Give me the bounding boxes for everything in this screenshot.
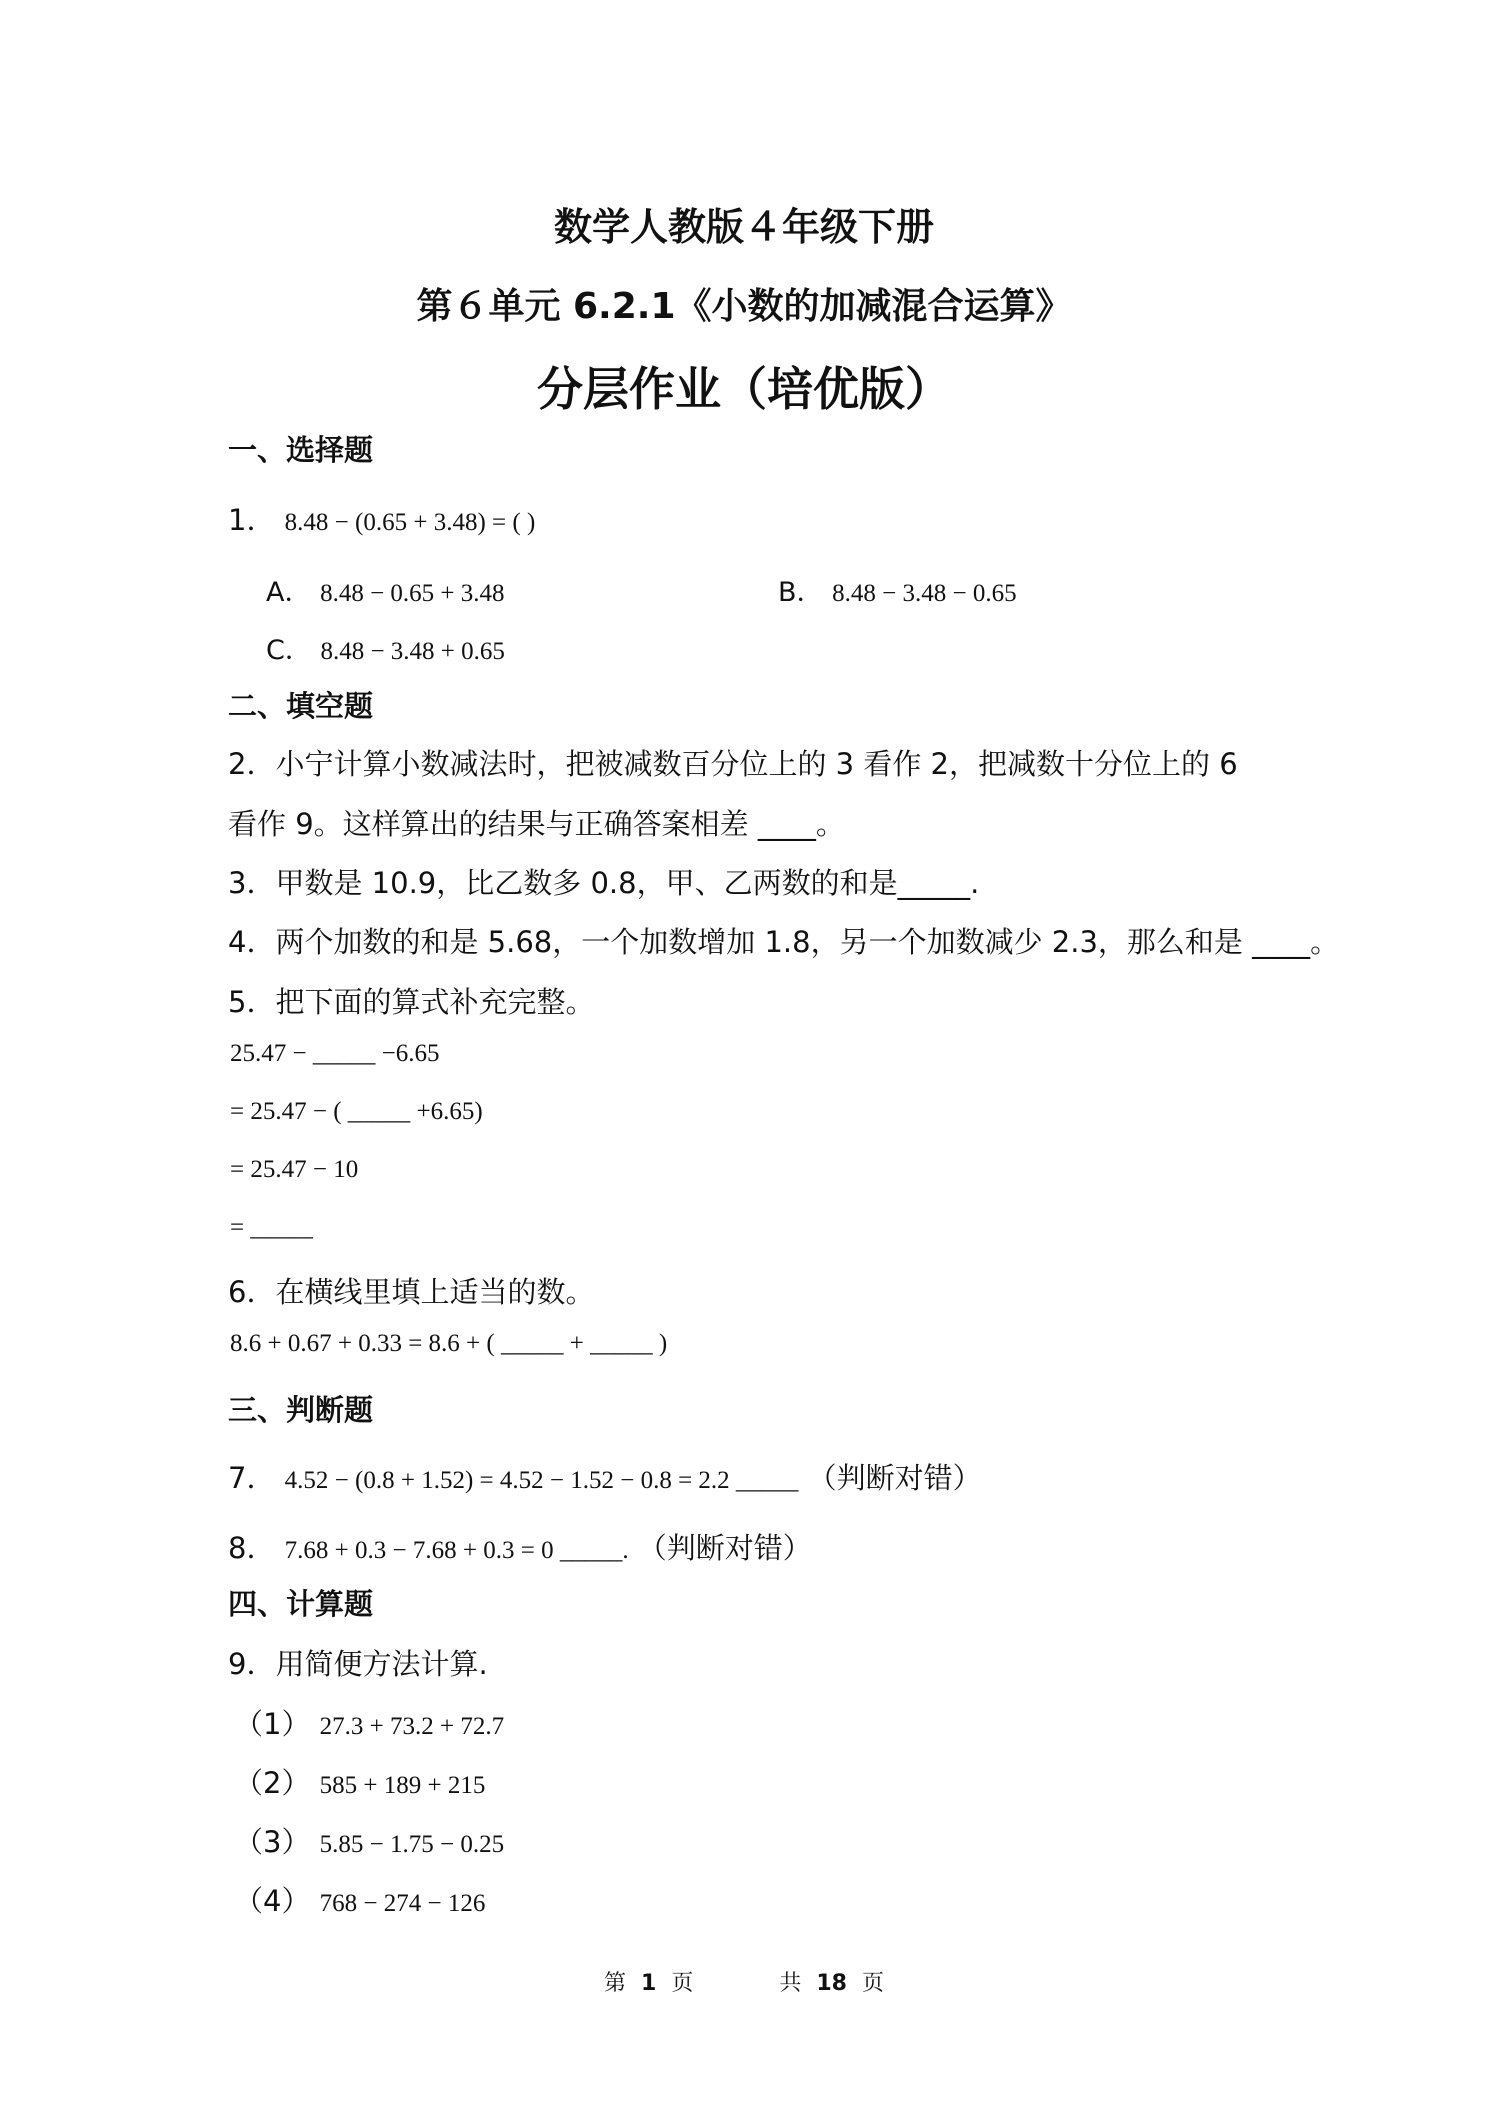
title-line1: 数学人教版４年级下册	[553, 205, 934, 249]
question-hint: （判断对错）	[637, 1531, 812, 1565]
question-number: 8．	[228, 1531, 276, 1565]
item-label: （4）	[234, 1884, 311, 1918]
question-3: 3．甲数是 10.9，比乙数多 0.8，甲、乙两数的和是_____.	[228, 866, 980, 900]
q9-item-1	[234, 1702, 504, 1743]
item-label: （2）	[234, 1766, 311, 1800]
section-heading-calc: 四、计算题	[228, 1587, 374, 1621]
footer-prefix: 第	[604, 1971, 627, 1996]
question-expression: 8.48 − (0.65 + 3.48) = ( )	[284, 509, 536, 536]
question-expression: 4.52 − (0.8 + 1.52) = 4.52 − 1.52 − 0.8 = 2.2 _____	[284, 1467, 799, 1494]
question-1	[228, 498, 535, 539]
q6-expression: 8.6 + 0.67 + 0.33 = 8.6 + ( _____ + _____ )	[230, 1330, 668, 1357]
footer-mid: 页	[671, 1971, 694, 1996]
question-6: 6．在横线里填上适当的数。	[228, 1275, 595, 1309]
item-label: （3）	[234, 1825, 311, 1859]
q5-step1: 25.47 − _____ −6.65	[230, 1040, 440, 1067]
question-5: 5．把下面的算式补充完整。	[228, 985, 595, 1019]
item-expression: 27.3 + 73.2 + 72.7	[319, 1713, 505, 1740]
item-label: （1）	[234, 1707, 311, 1741]
footer-suffix: 页	[861, 1971, 884, 1996]
page-footer	[0, 1966, 1488, 1997]
question-number: 1．	[228, 503, 276, 537]
item-expression: 585 + 189 + 215	[319, 1772, 486, 1799]
option-label: C．	[266, 635, 312, 666]
option-expression: 8.48 − 3.48 + 0.65	[320, 638, 505, 665]
q5-step3: = 25.47 − 10	[230, 1156, 359, 1183]
footer-total-pages: 18	[816, 1971, 847, 1996]
section-heading-fill: 二、填空题	[228, 689, 374, 723]
question-2-line2: 看作 9。这样算出的结果与正确答案相差 ____。	[228, 807, 845, 841]
q9-item-3	[234, 1820, 504, 1861]
option-a[interactable]	[266, 570, 505, 609]
q9-item-4	[234, 1879, 485, 1920]
footer-page-number: 1	[641, 1971, 657, 1996]
question-hint: （判断对错）	[807, 1461, 982, 1495]
option-c[interactable]	[266, 628, 505, 667]
section-heading-choice: 一、选择题	[228, 433, 374, 467]
option-expression: 8.48 − 0.65 + 3.48	[320, 580, 505, 607]
title-line2: 第６单元 6.2.1《小数的加减混合运算》	[416, 286, 1072, 327]
title-line3: 分层作业（培优版）	[537, 362, 951, 416]
question-9: 9．用简便方法计算.	[228, 1647, 488, 1681]
option-label: B．	[778, 577, 824, 608]
q5-step4: = _____	[230, 1214, 313, 1241]
option-expression: 8.48 − 3.48 − 0.65	[832, 580, 1017, 607]
option-label: A．	[266, 577, 312, 608]
question-7	[228, 1456, 982, 1497]
question-number: 7．	[228, 1461, 276, 1495]
question-4: 4．两个加数的和是 5.68，一个加数增加 1.8，另一个加数减少 2.3，那么和是 ____。	[228, 925, 1340, 959]
item-expression: 5.85 − 1.75 − 0.25	[319, 1831, 505, 1858]
q9-item-2	[234, 1761, 485, 1802]
question-8	[228, 1526, 812, 1567]
footer-total-prefix: 共	[779, 1971, 802, 1996]
question-2-line1: 2．小宁计算小数减法时，把被减数百分位上的 3 看作 2，把减数十分位上的 6	[228, 747, 1238, 781]
section-heading-judge: 三、判断题	[228, 1393, 374, 1427]
item-expression: 768 − 274 − 126	[319, 1890, 486, 1917]
question-expression: 7.68 + 0.3 − 7.68 + 0.3 = 0 _____.	[284, 1537, 629, 1564]
option-b[interactable]	[778, 570, 1017, 609]
q5-step2: = 25.47 − ( _____ +6.65)	[230, 1098, 483, 1125]
